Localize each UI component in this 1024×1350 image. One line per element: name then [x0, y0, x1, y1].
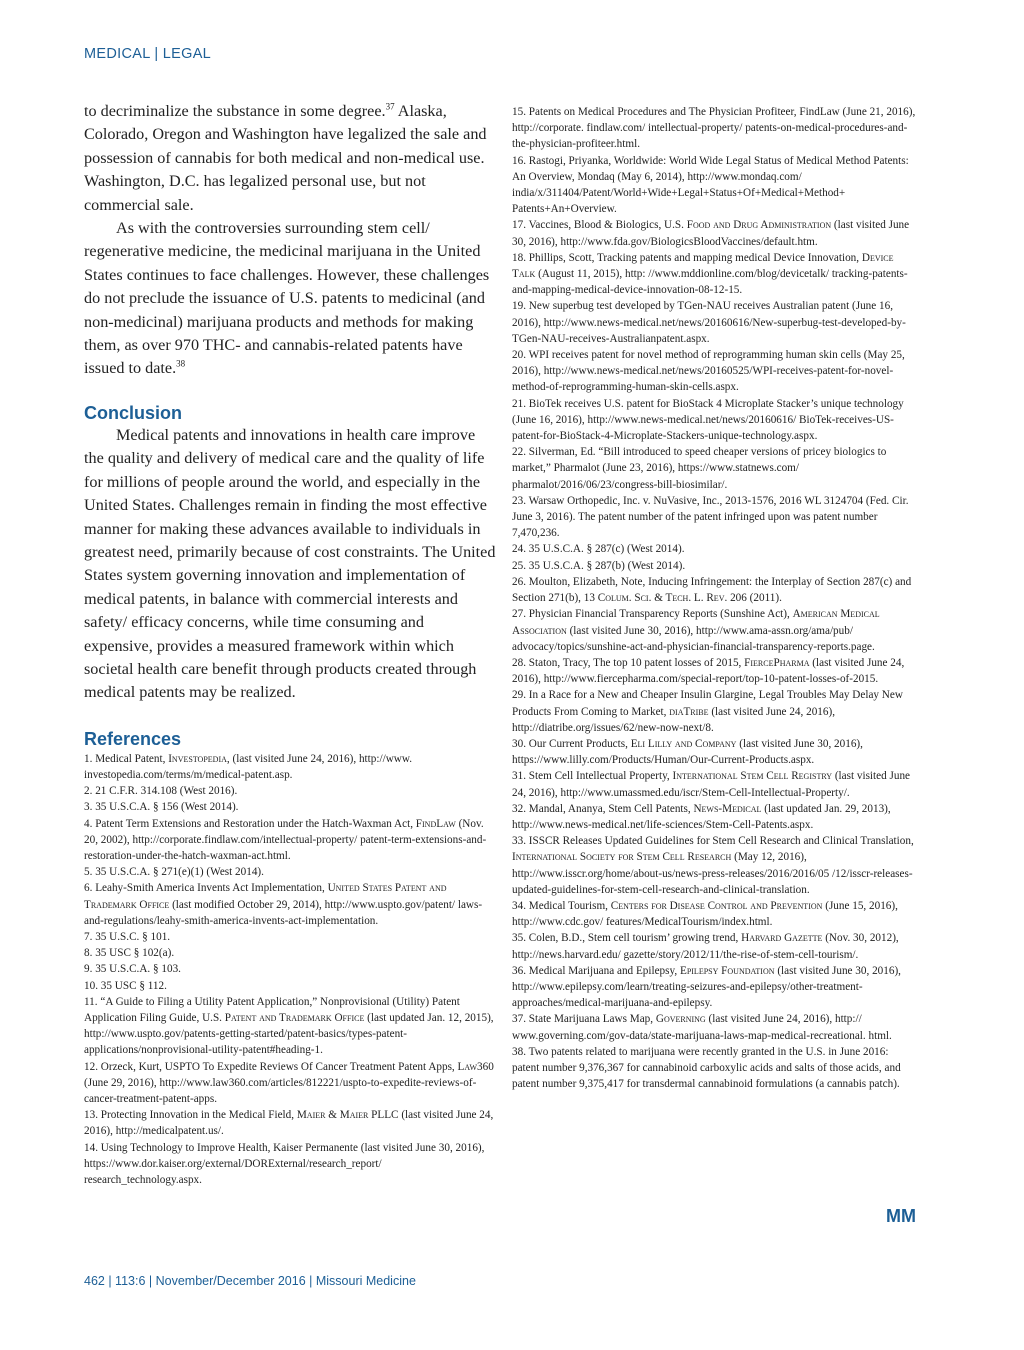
reference-source: News-Medical [693, 802, 762, 815]
reference-source: Centers for Disease Control and Prevention [610, 899, 823, 912]
reference-text: 26. Moulton, Elizabeth, Note, Inducing Infringement: the Interplay of Section 287(c) and Section 271(b), 13 [512, 575, 912, 605]
reference-text: 3. 35 U.S.C.A. § 156 (West 2014). [84, 801, 239, 814]
missouri-medicine-logo: MM [886, 1206, 916, 1226]
reference-item [84, 1107, 496, 1139]
reference-source: Device Talk [512, 251, 894, 281]
reference-item [512, 574, 916, 606]
reference-text: 37. State Marijuana Laws Map, [512, 1013, 656, 1026]
running-header [84, 46, 211, 62]
header-subsection: LEGAL [162, 46, 212, 62]
reference-item [512, 493, 916, 542]
reference-text: 36. Medical Marijuana and Epilepsy, [512, 964, 680, 977]
reference-text: 23. Warsaw Orthopedic, Inc. v. NuVasive, Inc., 2013-1576, 2016 WL 3124704 (Fed. Cir. June 3, 2016). The patent number of the patent infringed upon was patent number 7,470,236. [512, 494, 909, 540]
page-footer: 462 | 113:6 | November/December 2016 | Missouri Medicine [84, 1274, 416, 1288]
reference-text: 5. 35 U.S.C.A. § 271(e)(1) (West 2014). [84, 866, 264, 879]
reference-item [512, 444, 916, 493]
reference-item [84, 783, 496, 799]
reference-text: (August 11, 2015), http: //www.mddionline.com/blog/devicetalk/ tracking-patents-and-mapping-medical-device-innovation-08-12-15. [512, 268, 908, 297]
reference-text: 206 (2011). [727, 592, 782, 605]
reference-item [84, 864, 496, 880]
reference-item [512, 1044, 916, 1093]
paragraph-text: As with the controversies surrounding stem cell/ regenerative medicine, the medicinal marijuana in the United States continues to face challenges. However, these challenges do not preclude the issuance of U.S. patents to medicinal (and non-medicinal) marijuana products and methods for making them, as over 970 THC- and cannabis-related patents have issued to date. [84, 219, 490, 378]
reference-text: , (last visited June 24, 2016), http://www. investopedia.com/terms/m/medical-patent.asp. [84, 752, 413, 781]
reference-text: (last visited June 24, 2016), http://diatribe.org/issues/62/new-now-next/8. [512, 705, 835, 734]
reference-text: (last visited June 24, 2016), http://www.umassmed.edu/iscr/Stem-Cell-Intellectual-Property/. [512, 770, 911, 799]
reference-text: 10. 35 USC § 112. [84, 979, 167, 992]
reference-item [512, 153, 916, 218]
reference-item [512, 250, 916, 299]
reference-text: (last updated Jan. 29, 2013), http://www.news-medical.net/life-sciences/Stem-Cell-Patents.aspx. [512, 802, 891, 831]
reference-text: 1. Medical Patent, [84, 752, 169, 765]
reference-text: (May 12, 2016), http://www.isscr.org/home/about-us/news-press-releases/2016/2016/05 /12/isscr-releases-updated-guidelines-for-stem-cell-research-and-clinical-translation. [512, 851, 913, 896]
reference-source: Investopedia [168, 752, 227, 765]
reference-text: (last visited June 24, 2016), http:// www.governing.com/gov-data/state-marijuana-laws-map-medical-recreational. html. [512, 1013, 892, 1042]
reference-text: 6. Leahy-Smith America Invents Act Implementation, [84, 882, 328, 895]
reference-text: 20. WPI receives patent for novel method of reprogramming human skin cells (May 25, 2016), http://www.news-medical.net/news/20160525/WPI-receives-patent-for-novel-method-of-reprogramming-human-skin-cells.aspx. [512, 349, 905, 394]
reference-text: 27. Physician Financial Transparency Reports (Sunshine Act), [512, 608, 793, 621]
reference-text: 13. Protecting Innovation in the Medical Field, [84, 1109, 297, 1122]
reference-text: (last visited June 30, 2016), http://www.epilepsy.com/learn/treating-seizures-and-epilepsy/other-treatment-approaches/medical-marijuana-and-epilepsy. [512, 964, 901, 1010]
reference-source: Eli Lilly and Company [630, 737, 737, 750]
reference-item [84, 1059, 496, 1108]
reference-item [512, 606, 916, 655]
reference-text: 35. Colen, B.D., Stem cell tourism’ growing trend, [512, 932, 742, 945]
reference-text: 30. Our Current Products, [512, 737, 631, 750]
paragraph-text: Alaska, Colorado, Oregon and Washington have legalized the sale and possession of cannabis for both medical and non-medical use. Washington, D.C. has legalized personal use, but not commercial sale. [84, 102, 487, 214]
reference-item [512, 217, 916, 249]
reference-source: Harvard Gazette [741, 932, 823, 945]
reference-item [512, 736, 916, 768]
reference-text: 21. BioTek receives U.S. patent for BioStack 4 Microplate Stacker’s unique technology (June 16, 2016), http://www.news-medical.net/news/20160616/ BioTek-receives-US-patent-for-BioStack-4-Microplate-Stackers-unique-technology.aspx. [512, 397, 904, 443]
reference-item [512, 347, 916, 396]
reference-source: Colum. Sci. & Tech. L. Rev. [597, 592, 728, 605]
reference-item [512, 833, 916, 898]
reference-item [512, 801, 916, 833]
reference-item [512, 541, 916, 557]
references-heading: References [84, 728, 182, 749]
reference-text: 16. Rastogi, Priyanka, Worldwide: World Wide Legal Status of Medical Method Patents: An Overview, Mondaq (May 6, 2014), http://www.mondaq.com/ india/x/311404/Patent/World+Wide+Legal+Status+Of+Medical+Method+ Patents+An+Overview. [512, 154, 909, 216]
reference-text: (last visited June 30, 2016), https://www.lilly.com/Products/Human/Our-Current-Products.aspx. [512, 737, 863, 767]
reference-source: American Medical Association [512, 608, 880, 637]
reference-item [512, 930, 916, 962]
reference-text: (Nov. 30, 2012), http://news.harvard.edu/ gazette/story/2012/11/the-rise-of-stem-cell-tourism/. [512, 932, 899, 961]
reference-text: 9. 35 U.S.C.A. § 103. [84, 963, 181, 976]
reference-text: 12. Orzeck, Kurt, USPTO To Expedite Reviews Of Cancer Treatment Patent Apps, [84, 1060, 458, 1073]
reference-item [512, 558, 916, 574]
reference-source: Law360 [457, 1060, 494, 1073]
left-column [84, 100, 496, 1188]
reference-source: diaTribe [669, 705, 709, 718]
reference-item [84, 961, 496, 977]
reference-item [84, 929, 496, 945]
reference-text: 8. 35 USC § 102(a). [84, 947, 175, 960]
reference-text: (last modified October 29, 2014), http://www.uspto.gov/patent/ laws-and-regulations/leahy-smith-america-invents-act-implementation. [84, 898, 483, 927]
reference-text: 22. Silverman, Ed. “Bill introduced to speed cheaper versions of pricey biologics to market,” Pharmalot (June 23, 2016), https://www.statnews.com/ pharmalot/2016/06/23/congress-bill-biosimilar/. [512, 446, 887, 491]
reference-text: 4. Patent Term Extensions and Restoration under the Hatch-Waxman Act, [84, 817, 416, 830]
reference-item [512, 898, 916, 930]
reference-text: 29. In a Race for a New and Cheaper Insulin Glargine, Legal Troubles May Delay New Products From Coming to Market, [512, 689, 903, 718]
reference-text: (June 29, 2016), http://www.law360.com/articles/812221/uspto-to-expedite-reviews-of-cancer-treatment-patent-apps. [84, 1076, 477, 1106]
reference-item [512, 687, 916, 736]
reference-text: 38. Two patents related to marijuana were recently granted in the U.S. in June 2016: patent number 9,376,367 for cannabinoid carboxylic acids and salts of those acids, and patent number 9,375,417 for transdermal cannabinoid formulations (a cannabis patch). [512, 1045, 901, 1091]
reference-text: 18. Phillips, Scott, Tracking patents and mapping medical Device Innovation, [512, 251, 862, 264]
reference-text: (last updated Jan. 12, 2015), http://www.uspto.gov/patents-getting-started/patent-basics/types-patent-applications/nonprovisional-utility-patent#heading-1. [84, 1012, 494, 1057]
references-list-right [512, 104, 916, 1092]
reference-text: 28. Staton, Tracy, The top 10 patent losses of 2015, [512, 656, 745, 669]
footnote-marker: 38 [176, 359, 186, 370]
paragraph-text: to decriminalize the substance in some degree. [84, 102, 386, 120]
reference-item [512, 768, 916, 800]
reference-text: 11. “A Guide to Filing a Utility Patent Application,” Nonprovisional (Utility) Patent Application Filing Guide, U.S. [84, 995, 460, 1024]
reference-text: 34. Medical Tourism, [512, 899, 611, 912]
header-section: MEDICAL [84, 46, 151, 62]
reference-item [512, 963, 916, 1012]
reference-item [84, 945, 496, 961]
reference-text: (last visited June 30, 2016), http://www.ama-assn.org/ama/pub/ advocacy/topics/sunshine-act-and-physician-financial-transparency-reports.page. [512, 624, 875, 653]
reference-source: Patent and Trademark Office [224, 1012, 365, 1024]
reference-item [512, 655, 916, 687]
reference-source: Epilepsy Foundation [679, 964, 775, 977]
reference-item [84, 978, 496, 994]
reference-source: FindLaw [415, 817, 456, 830]
reference-item [84, 816, 496, 865]
reference-text: (Nov. 20, 2002), http://corporate.findlaw.com/intellectual-property/ patent-term-extensions-and-restoration-under-the-hatch-waxman-act.html. [84, 817, 487, 862]
reference-text: (last visited June 24, 2016), http://www.fiercepharma.com/special-report/top-10-patent-losses-of-2015. [512, 656, 905, 686]
reference-item [84, 799, 496, 815]
reference-text: (June 15, 2016), http://www.cdc.gov/ features/MedicalTourism/index.html. [512, 899, 898, 929]
reference-source: International Society for Stem Cell Research [512, 851, 732, 864]
conclusion-heading: Conclusion [84, 402, 182, 423]
reference-source: Maier & Maier PLLC [296, 1109, 399, 1122]
reference-item [84, 751, 496, 783]
reference-text: 15. Patents on Medical Procedures and The Physician Profiteer, FindLaw (June 21, 2016), http://corporate. findlaw.com/ intellectual-property/ patents-on-medical-procedures-and-the-physician-profiteer.html. [512, 106, 916, 151]
reference-text: 31. Stem Cell Intellectual Property, [512, 770, 673, 783]
reference-text: 2. 21 C.F.R. 314.108 (West 2016). [84, 785, 238, 798]
reference-text: (last visited June 24, 2016), http://medicalpatent.us/. [84, 1109, 494, 1138]
reference-item [84, 880, 496, 929]
reference-text: 17. Vaccines, Blood & Biologics, U.S. [512, 219, 687, 232]
reference-item [84, 994, 496, 1059]
reference-item [512, 396, 916, 445]
reference-item [512, 1011, 916, 1043]
reference-item [84, 1140, 496, 1189]
header-separator: | [154, 46, 159, 62]
reference-text: 24. 35 U.S.C.A. § 287(c) (West 2014). [512, 543, 685, 556]
reference-text: 7. 35 U.S.C. § 101. [84, 930, 171, 943]
references-list-left [84, 751, 496, 1188]
reference-text: 25. 35 U.S.C.A. § 287(b) (West 2014). [512, 559, 686, 572]
reference-item [512, 298, 916, 347]
reference-item [512, 104, 916, 153]
body-paragraph-2 [84, 217, 496, 381]
reference-text: 14. Using Technology to Improve Health, Kaiser Permanente (last visited June 30, 2016), https://www.dor.kaiser.org/external/DORExternal/research_report/ research_technology.aspx. [84, 1141, 485, 1187]
reference-text: (last visited June 30, 2016), http://www.fda.gov/BiologicsBloodVaccines/default.htm. [512, 219, 910, 248]
reference-source: International Stem Cell Registry [672, 770, 833, 783]
reference-source: FiercePharma [744, 656, 810, 669]
reference-source: Governing [655, 1013, 706, 1026]
reference-text: 19. New superbug test developed by TGen-NAU receives Australian patent (June 16, 2016), http://www.news-medical.net/news/20160616/New-superbug-test-developed-by-TGen-NAU-receives-Australianpatent.aspx. [512, 300, 906, 345]
reference-source: Food and Drug Administration [686, 219, 832, 232]
body-paragraph-1 [84, 100, 496, 217]
conclusion-paragraph: Medical patents and innovations in health care improve the quality and delivery of medical care and the quality of life for millions of people around the world, and especially in the United States. Challenges remain in finding the most effective manner for making these advances available to individuals in greatest need, primarily because of cost constraints. The United States system governing innovation and implementation of medical patents, in balance with commercial interests and safety/ efficacy concerns, while time consuming and expensive, provides a measured framework within which societal health care benefit through products created through medical patents may be realized. [84, 425, 496, 702]
right-column [512, 104, 916, 1092]
reference-text: 32. Mandal, Ananya, Stem Cell Patents, [512, 802, 694, 815]
reference-source: United States Patent and Trademark Office [84, 882, 447, 911]
footnote-marker: 37 [385, 101, 395, 112]
reference-text: 33. ISSCR Releases Updated Guidelines for Stem Cell Research and Clinical Translation, [512, 835, 914, 848]
